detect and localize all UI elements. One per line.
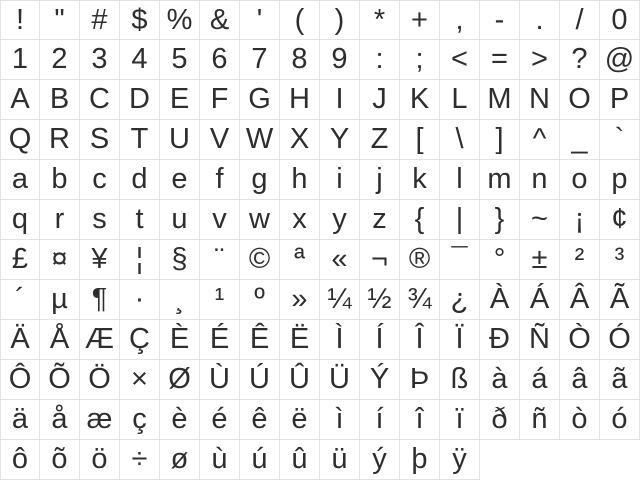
glyph-cell[interactable]: ë [280,400,320,440]
empty-cell [560,440,600,480]
glyph-cell[interactable]: 9 [320,40,360,80]
glyph-cell[interactable]: . [520,0,560,40]
glyph-cell[interactable]: à [480,360,520,400]
glyph-cell[interactable]: m [480,160,520,200]
glyph-cell[interactable]: ß [440,360,480,400]
glyph-cell[interactable]: x [280,200,320,240]
glyph-cell[interactable]: | [440,200,480,240]
glyph-cell[interactable]: ª [280,240,320,280]
glyph-cell[interactable]: 5 [160,40,200,80]
glyph-cell[interactable]: Ü [320,360,360,400]
empty-cell [480,440,520,480]
glyph-cell[interactable]: À [480,280,520,320]
glyph-cell[interactable]: G [240,80,280,120]
glyph-cell[interactable]: ¯ [440,240,480,280]
glyph-cell[interactable]: Î [400,320,440,360]
glyph-cell[interactable]: ¥ [80,240,120,280]
glyph-cell[interactable]: - [480,0,520,40]
glyph-cell[interactable]: } [480,200,520,240]
glyph-cell[interactable]: q [0,200,40,240]
glyph-cell[interactable]: É [200,320,240,360]
glyph-cell[interactable]: Ý [360,360,400,400]
glyph-cell[interactable]: l [440,160,480,200]
glyph-cell[interactable]: ä [0,400,40,440]
glyph-cell[interactable]: Ï [440,320,480,360]
charmap-row [0,160,640,200]
glyph-cell[interactable]: a [0,160,40,200]
glyph-cell[interactable]: ò [560,400,600,440]
glyph-cell[interactable]: æ [80,400,120,440]
glyph-cell[interactable]: ( [280,0,320,40]
glyph-cell[interactable]: Ô [0,360,40,400]
glyph-cell[interactable]: _ [560,120,600,160]
glyph-cell[interactable]: ø [160,440,200,480]
glyph-cell[interactable]: k [400,160,440,200]
glyph-cell[interactable]: ¢ [600,200,640,240]
glyph-cell[interactable]: 0 [600,0,640,40]
glyph-cell[interactable]: £ [0,240,40,280]
glyph-cell[interactable]: ì [320,400,360,440]
glyph-cell[interactable]: Õ [40,360,80,400]
charmap-row [0,200,640,240]
glyph-cell[interactable]: é [200,400,240,440]
glyph-cell[interactable]: « [320,240,360,280]
glyph-cell[interactable]: ÷ [120,440,160,480]
glyph-cell[interactable]: ° [480,240,520,280]
glyph-cell[interactable]: ² [560,240,600,280]
glyph-cell[interactable]: T [120,120,160,160]
glyph-cell[interactable]: Å [40,320,80,360]
glyph-cell[interactable]: X [280,120,320,160]
glyph-cell[interactable]: < [440,40,480,80]
glyph-cell[interactable]: , [440,0,480,40]
glyph-cell[interactable]: w [240,200,280,240]
glyph-cell[interactable]: * [360,0,400,40]
glyph-cell[interactable]: c [80,160,120,200]
glyph-cell[interactable]: s [80,200,120,240]
glyph-cell[interactable]: Ð [480,320,520,360]
glyph-cell[interactable]: $ [120,0,160,40]
charmap-row [0,440,640,480]
glyph-cell[interactable]: D [120,80,160,120]
glyph-cell[interactable]: y [320,200,360,240]
glyph-cell[interactable]: r [40,200,80,240]
glyph-cell[interactable]: J [360,80,400,120]
glyph-cell[interactable]: ¿ [440,280,480,320]
glyph-cell[interactable]: i [320,160,360,200]
glyph-cell[interactable]: ¦ [120,240,160,280]
glyph-cell[interactable]: Ç [120,320,160,360]
glyph-cell[interactable]: õ [40,440,80,480]
glyph-cell[interactable]: Ú [240,360,280,400]
glyph-cell[interactable]: : [360,40,400,80]
glyph-cell[interactable]: n [520,160,560,200]
glyph-cell[interactable]: E [160,80,200,120]
glyph-cell[interactable]: 1 [0,40,40,80]
glyph-cell[interactable]: > [520,40,560,80]
glyph-cell[interactable]: º [240,280,280,320]
glyph-cell[interactable]: ð [480,400,520,440]
glyph-cell[interactable]: ý [360,440,400,480]
glyph-cell[interactable]: è [160,400,200,440]
glyph-cell[interactable]: e [160,160,200,200]
glyph-cell[interactable]: î [400,400,440,440]
empty-cell [520,440,560,480]
glyph-cell[interactable]: Ø [160,360,200,400]
glyph-cell[interactable]: ¡ [560,200,600,240]
glyph-cell[interactable]: + [400,0,440,40]
glyph-cell[interactable]: O [560,80,600,120]
glyph-cell[interactable]: ! [0,0,40,40]
glyph-cell[interactable]: [ [400,120,440,160]
glyph-cell[interactable]: K [400,80,440,120]
charmap-row [0,0,640,40]
glyph-cell[interactable]: ? [560,40,600,80]
glyph-cell[interactable]: N [520,80,560,120]
glyph-cell[interactable]: g [240,160,280,200]
glyph-cell[interactable]: ç [120,400,160,440]
glyph-cell[interactable]: ' [240,0,280,40]
glyph-cell[interactable]: o [560,160,600,200]
glyph-cell[interactable]: ¤ [40,240,80,280]
glyph-cell[interactable]: V [200,120,240,160]
charmap-row [0,80,640,120]
glyph-cell[interactable]: # [80,0,120,40]
glyph-cell[interactable]: U [160,120,200,160]
glyph-cell[interactable]: W [240,120,280,160]
glyph-cell[interactable]: µ [40,280,80,320]
glyph-cell[interactable]: Ó [600,320,640,360]
glyph-cell[interactable]: Ë [280,320,320,360]
glyph-cell[interactable]: Í [360,320,400,360]
glyph-cell[interactable]: û [280,440,320,480]
glyph-cell[interactable]: 3 [80,40,120,80]
glyph-cell[interactable]: © [240,240,280,280]
glyph-cell[interactable]: b [40,160,80,200]
glyph-cell[interactable]: ^ [520,120,560,160]
glyph-cell[interactable]: á [520,360,560,400]
glyph-cell[interactable]: = [480,40,520,80]
glyph-cell[interactable]: / [560,0,600,40]
charmap-row [0,120,640,160]
glyph-cell[interactable]: u [160,200,200,240]
glyph-cell[interactable]: F [200,80,240,120]
glyph-cell[interactable]: È [160,320,200,360]
glyph-cell[interactable]: & [200,0,240,40]
glyph-cell[interactable]: \ [440,120,480,160]
glyph-cell[interactable]: ) [320,0,360,40]
charmap-row [0,320,640,360]
glyph-cell[interactable]: Ä [0,320,40,360]
glyph-cell[interactable]: ¾ [400,280,440,320]
glyph-cell[interactable]: Ñ [520,320,560,360]
glyph-cell[interactable]: " [40,0,80,40]
glyph-cell[interactable]: Ê [240,320,280,360]
glyph-cell[interactable]: Û [280,360,320,400]
glyph-cell[interactable]: × [120,360,160,400]
glyph-cell[interactable]: 7 [240,40,280,80]
glyph-cell[interactable]: ¹ [200,280,240,320]
glyph-cell[interactable]: A [0,80,40,120]
charmap-row [0,40,640,80]
glyph-cell[interactable]: ] [480,120,520,160]
glyph-cell[interactable]: Ì [320,320,360,360]
glyph-cell[interactable]: ¶ [80,280,120,320]
charmap-row [0,280,640,320]
glyph-cell[interactable]: C [80,80,120,120]
glyph-cell[interactable]: ¨ [200,240,240,280]
glyph-cell[interactable]: ~ [520,200,560,240]
glyph-cell[interactable]: S [80,120,120,160]
glyph-cell[interactable]: ; [400,40,440,80]
charmap-row [0,400,640,440]
glyph-cell[interactable]: 2 [40,40,80,80]
glyph-cell[interactable]: ó [600,400,640,440]
glyph-cell[interactable]: ½ [360,280,400,320]
glyph-cell[interactable]: Â [560,280,600,320]
glyph-cell[interactable]: f [200,160,240,200]
glyph-cell[interactable]: { [400,200,440,240]
glyph-cell[interactable]: R [40,120,80,160]
glyph-cell[interactable]: B [40,80,80,120]
glyph-cell[interactable]: Q [0,120,40,160]
glyph-cell[interactable]: ÿ [440,440,480,480]
glyph-cell[interactable]: L [440,80,480,120]
glyph-cell[interactable]: » [280,280,320,320]
glyph-cell[interactable]: ³ [600,240,640,280]
glyph-cell[interactable]: ï [440,400,480,440]
glyph-cell[interactable]: ê [240,400,280,440]
glyph-cell[interactable]: Þ [400,360,440,400]
glyph-cell[interactable]: @ [600,40,640,80]
glyph-cell[interactable]: t [120,200,160,240]
glyph-cell[interactable]: ù [200,440,240,480]
glyph-cell[interactable]: P [600,80,640,120]
glyph-cell[interactable]: Y [320,120,360,160]
glyph-cell[interactable]: ã [600,360,640,400]
charmap-row [0,240,640,280]
glyph-cell[interactable]: ö [80,440,120,480]
glyph-cell[interactable]: ú [240,440,280,480]
glyph-cell[interactable]: ¬ [360,240,400,280]
glyph-cell[interactable]: ñ [520,400,560,440]
charmap-row [0,360,640,400]
glyph-cell[interactable]: v [200,200,240,240]
glyph-cell[interactable]: Ù [200,360,240,400]
glyph-cell[interactable]: ô [0,440,40,480]
glyph-cell[interactable]: § [160,240,200,280]
glyph-cell[interactable]: M [480,80,520,120]
glyph-cell[interactable]: · [120,280,160,320]
glyph-cell[interactable]: % [160,0,200,40]
glyph-cell[interactable]: å [40,400,80,440]
glyph-cell[interactable]: ¸ [160,280,200,320]
glyph-cell[interactable]: 8 [280,40,320,80]
glyph-cell[interactable]: d [120,160,160,200]
empty-cell [600,440,640,480]
glyph-cell[interactable]: 6 [200,40,240,80]
glyph-cell[interactable]: í [360,400,400,440]
glyph-cell[interactable]: þ [400,440,440,480]
glyph-cell[interactable]: Z [360,120,400,160]
glyph-cell[interactable]: j [360,160,400,200]
glyph-cell[interactable]: ± [520,240,560,280]
glyph-cell[interactable]: p [600,160,640,200]
glyph-cell[interactable]: Á [520,280,560,320]
glyph-cell[interactable]: Ö [80,360,120,400]
glyph-cell[interactable]: h [280,160,320,200]
glyph-cell[interactable]: Ã [600,280,640,320]
glyph-cell[interactable]: I [320,80,360,120]
glyph-cell[interactable]: ¼ [320,280,360,320]
glyph-cell[interactable]: â [560,360,600,400]
glyph-cell[interactable]: ` [600,120,640,160]
glyph-cell[interactable]: z [360,200,400,240]
glyph-cell[interactable]: Æ [80,320,120,360]
glyph-cell[interactable]: H [280,80,320,120]
glyph-cell[interactable]: ´ [0,280,40,320]
glyph-cell[interactable]: ® [400,240,440,280]
glyph-cell[interactable]: 4 [120,40,160,80]
glyph-cell[interactable]: ü [320,440,360,480]
glyph-cell[interactable]: Ò [560,320,600,360]
